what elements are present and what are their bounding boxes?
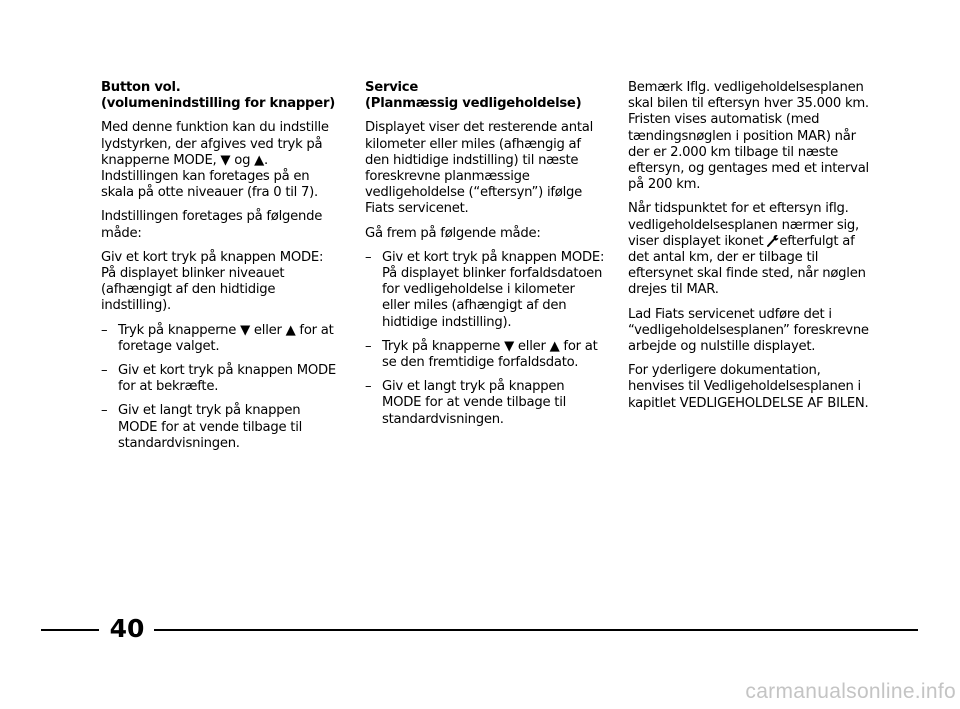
section-heading-button-vol xyxy=(101,80,341,112)
list-dash: – xyxy=(101,403,108,419)
heading-line: (volumenindstilling for knapper) xyxy=(101,96,335,112)
paragraph: Indstillingen foretages på følgende måde: xyxy=(101,209,323,241)
page-number: 40 xyxy=(109,614,145,643)
section-heading-service xyxy=(365,80,605,112)
list-item xyxy=(365,379,605,428)
instruction-list xyxy=(365,250,605,428)
column-notes xyxy=(628,80,873,420)
list-item xyxy=(101,403,341,452)
paragraph: Bemærk Iflg. vedligeholdelsesplanen skal bilen til eftersyn hver 35.000 km. Fristen vises automatisk (med tændingsnøglen i position MAR) når der er 2.000 km tilbage til næste eftersyn, og gentages med et interval på 200 km. xyxy=(628,80,869,193)
paragraph-text: Når tidspunktet for et eftersyn iflg. vedligeholdelsesplanen nærmer sig, viser displayet ikonet xyxy=(628,201,859,249)
paragraph: Giv et kort tryk på knappen MODE: På displayet blinker niveauet (afhængigt af den hidtidige indstilling). xyxy=(101,249,324,314)
paragraph: Med denne funktion kan du indstille lydstyrken, der afgives ved tryk på knapperne MODE, ▼ og ▲. Indstillingen kan foretages på en skala på otte niveauer (fra 0 til 7). xyxy=(101,120,329,201)
heading-line: Service xyxy=(365,80,419,95)
column-service xyxy=(365,80,605,436)
list-item-text: Giv et kort tryk på knappen MODE: På displayet blinker forfaldsdatoen for vedligeholdelse i kilometer eller miles (afhængigt af den hidtidige indstilling). xyxy=(382,249,605,330)
list-item-text: Giv et langt tryk på knappen MODE for at vende tilbage til standardvisningen. xyxy=(382,379,567,427)
list-dash: – xyxy=(101,363,108,379)
list-item xyxy=(101,363,341,395)
list-item-text: Giv et langt tryk på knappen MODE for at vende tilbage til standardvisningen. xyxy=(118,403,303,451)
list-item xyxy=(365,339,605,371)
paragraph-with-icon xyxy=(628,201,873,298)
paragraph: For yderligere dokumentation, henvises til Vedligeholdelsesplanen i kapitlet VEDLIGEHOLDELSE AF BILEN. xyxy=(628,363,869,411)
heading-line: (Planmæssig vedligeholdelse) xyxy=(365,96,582,112)
column-button-vol xyxy=(101,80,341,460)
list-dash: – xyxy=(101,322,108,338)
list-item xyxy=(365,250,605,331)
paragraph: Displayet viser det resterende antal kilometer eller miles (afhængig af den hidtidige indstilling) til næste foreskrevne planmæssige vedligeholdelse (“eftersyn”) ifølge Fiats servicenet. xyxy=(365,120,594,217)
footer-rule-left xyxy=(41,629,99,631)
instruction-list xyxy=(101,323,341,452)
list-item-text: Tryk på knapperne ▼ eller ▲ for at se den fremtidige forfaldsdato. xyxy=(382,338,598,371)
list-dash: – xyxy=(365,249,372,265)
wrench-icon xyxy=(767,234,779,247)
list-dash: – xyxy=(365,338,372,354)
paragraph: Gå frem på følgende måde: xyxy=(365,225,541,241)
list-dash: – xyxy=(365,379,372,395)
paragraph-text: efterfulgt af det antal km, der er tilbage til eftersynet skal finde sted, når nøglen drejes til MAR. xyxy=(628,233,866,298)
list-item xyxy=(101,323,341,355)
list-item-text: Giv et kort tryk på knappen MODE for at bekræfte. xyxy=(118,363,336,395)
list-item-text: Tryk på knapperne ▼ eller ▲ for at foretage valget. xyxy=(118,322,334,354)
paragraph: Lad Fiats servicenet udføre det i “vedligeholdelsesplanen” foreskrevne arbejde og nulstille displayet. xyxy=(628,306,869,355)
footer-rule-right xyxy=(154,629,918,631)
heading-line: Button vol. xyxy=(101,80,181,95)
watermark: carmanualsonline.info xyxy=(745,680,956,703)
